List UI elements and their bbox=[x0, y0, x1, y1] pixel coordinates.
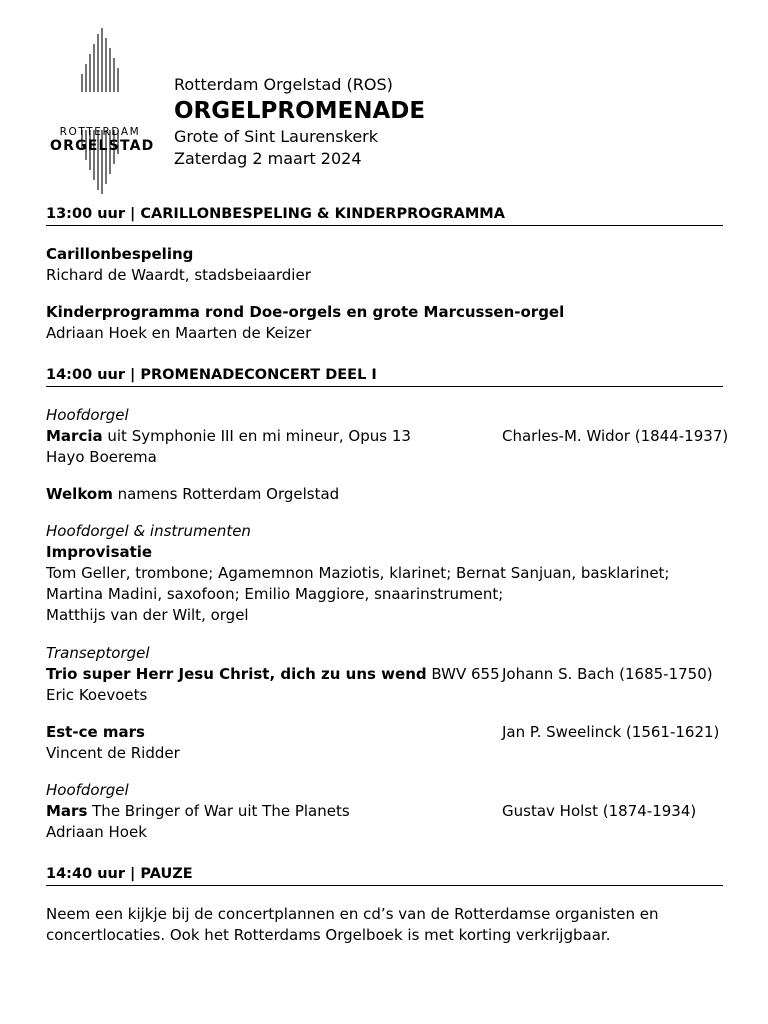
impro-performers-line1: Tom Geller, trombone; Agamemnon Maziotis, klarinet; Bernat Sanjuan, basklarinet; bbox=[46, 564, 670, 582]
mars-work-detail: The Bringer of War uit The Planets bbox=[87, 802, 350, 820]
rotterdam-orgelstad-logo bbox=[50, 28, 155, 194]
venue: Grote of Sint Laurenskerk bbox=[174, 127, 379, 146]
trio-performer: Eric Koevoets bbox=[46, 686, 148, 704]
impro-performers-line3: Matthijs van der Wilt, orgel bbox=[46, 606, 249, 624]
logo-text-rotterdam: ROTTERDAM bbox=[59, 126, 141, 138]
mars-work-title: Mars bbox=[46, 802, 88, 820]
estce-work-title: Est-ce mars bbox=[46, 723, 145, 741]
marcia-composer: Charles-M. Widor (1844-1937) bbox=[502, 427, 729, 445]
trio-instrument: Transeptorgel bbox=[46, 644, 150, 662]
mars-performer: Adriaan Hoek bbox=[46, 823, 147, 841]
impro-performers-line2: Martina Madini, saxofoon; Emilio Maggiore, snaarinstrument; bbox=[46, 585, 504, 603]
impro-title: Improvisatie bbox=[46, 543, 153, 561]
marcia-work bbox=[46, 426, 411, 446]
pauze-text-line1: Neem een kijkje bij de concertplannen en cd’s van de Rotterdamse organisten en bbox=[46, 905, 659, 923]
estce-composer: Jan P. Sweelinck (1561-1621) bbox=[502, 723, 720, 741]
logo-text-orgelstad: ORGELSTAD bbox=[50, 138, 155, 154]
welkom-title: Welkom bbox=[46, 485, 113, 503]
carillon-title: Carillonbespeling bbox=[46, 245, 194, 263]
marcia-work-title: Marcia bbox=[46, 427, 103, 445]
estce-performer: Vincent de Ridder bbox=[46, 744, 180, 762]
carillon-performer: Richard de Waardt, stadsbeiaardier bbox=[46, 266, 311, 284]
trio-composer: Johann S. Bach (1685-1750) bbox=[502, 665, 713, 683]
section-header-promenade: 14:00 uur | PROMENADECONCERT DEEL I bbox=[46, 366, 723, 387]
mars-composer: Gustav Holst (1874-1934) bbox=[502, 802, 697, 820]
pauze-text-line2: concertlocaties. Ook het Rotterdams Orgelboek is met korting verkrijgbaar. bbox=[46, 926, 611, 944]
kinder-performer: Adriaan Hoek en Maarten de Keizer bbox=[46, 324, 312, 342]
trio-work-detail: BWV 655 bbox=[426, 665, 500, 683]
trio-work-title: Trio super Herr Jesu Christ, dich zu uns wend bbox=[46, 665, 427, 683]
page-title: ORGELPROMENADE bbox=[174, 98, 426, 124]
mars-work bbox=[46, 801, 350, 821]
mars-instrument: Hoofdorgel bbox=[46, 781, 129, 799]
section-header-carillon: 13:00 uur | CARILLONBESPELING & KINDERPROGRAMMA bbox=[46, 205, 723, 226]
organizer: Rotterdam Orgelstad (ROS) bbox=[174, 75, 393, 94]
section-header-pauze: 14:40 uur | PAUZE bbox=[46, 865, 723, 886]
welkom-detail: namens Rotterdam Orgelstad bbox=[112, 485, 340, 503]
organ-pipes-icon bbox=[50, 28, 155, 194]
program-header bbox=[174, 74, 425, 170]
event-date: Zaterdag 2 maart 2024 bbox=[174, 149, 362, 168]
kinder-title: Kinderprogramma rond Doe-orgels en grote Marcussen-orgel bbox=[46, 303, 565, 321]
impro-instrument: Hoofdorgel & instrumenten bbox=[46, 522, 251, 540]
marcia-performer: Hayo Boerema bbox=[46, 448, 157, 466]
trio-work bbox=[46, 664, 500, 684]
welkom-line bbox=[46, 484, 339, 504]
marcia-instrument: Hoofdorgel bbox=[46, 406, 129, 424]
marcia-work-detail: uit Symphonie III en mi mineur, Opus 13 bbox=[102, 427, 411, 445]
